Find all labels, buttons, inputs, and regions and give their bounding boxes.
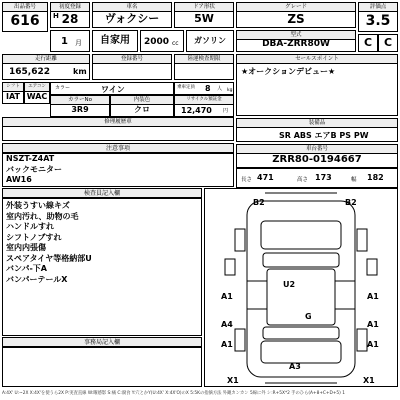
damage-diagram [204, 188, 398, 387]
int-grade-cell [358, 34, 378, 52]
name-cell [92, 2, 172, 28]
color-no-label: カラーNo [51, 96, 109, 105]
remark-item: 室内内張傷 [6, 243, 46, 252]
score-label: 評価点 [359, 3, 397, 12]
h-label: 高さ [297, 177, 309, 183]
color-cell [50, 82, 174, 95]
mileage-unit: km [73, 67, 87, 76]
recycle-value: 12,470 [181, 106, 212, 115]
right-mirror [367, 259, 377, 275]
w-label: 幅 [351, 177, 357, 183]
roof-panel [267, 269, 335, 325]
fuel-value: ガソリン [194, 36, 226, 45]
notes-lines [3, 154, 233, 186]
remarks-list [3, 199, 201, 285]
bonnet-panel [261, 221, 341, 249]
sales-point-text: ★オークションデビュー★ [241, 67, 336, 76]
grade-cell [236, 2, 356, 28]
car-body-outline [247, 201, 355, 377]
chassis-cell [236, 144, 398, 168]
remark-item: スペアタイヤ等格納部U [6, 253, 92, 263]
use-value: 自家用 [100, 35, 130, 46]
legend-footer: A:4X' U:~2X X:4X'を使うら2X P:実査直線 W:曜感影 S:痛 C:腐食 Y:穴とかY(U:4X' X:4X'O)のX 5:5Kの指摘方法 外観カンカン 5線に外 シ:R+5X*2 手のひら(A+8+C+D+5) 1 [2, 391, 345, 396]
remark-item: シフトノブすれ [6, 232, 62, 242]
damage-code: B2 [345, 198, 357, 207]
cc-value: 2000 [144, 37, 170, 47]
windscreen [263, 253, 339, 267]
office-box [2, 347, 202, 387]
damage-code: X1 [227, 376, 239, 385]
notes-box [2, 153, 234, 187]
shift-cell [2, 82, 24, 104]
year-era: H [53, 12, 59, 20]
equipment-value: SR ABS エアB PS PW [279, 131, 369, 140]
passengers-value: 8 [205, 84, 211, 93]
int-grade: C [363, 36, 373, 49]
mileage-label: 走行距離 [3, 55, 89, 64]
chassis-title: 車台番号 [237, 145, 397, 154]
recycle-label: リサイクル預託金 [175, 96, 233, 105]
shift-value: IAT [5, 92, 20, 101]
color-label: カラー [55, 85, 71, 91]
model-cell [236, 30, 356, 52]
repair-history-label: 修理履歴車 [3, 118, 233, 127]
inspect-cell [174, 54, 234, 80]
rear-window [263, 327, 339, 339]
mileage-value: 165,622 [9, 67, 50, 77]
remark-item: バンパーテールX [6, 274, 68, 284]
damage-code: A1 [221, 340, 233, 349]
month-value: 1 [61, 36, 68, 47]
left-mirror [225, 259, 235, 275]
lot-number: 616 [10, 13, 40, 29]
car-outline [225, 193, 377, 383]
note-line: NSZT-Z4AT [6, 154, 55, 163]
w-value: 182 [367, 173, 384, 182]
damage-code: G [305, 312, 312, 321]
damage-code: A1 [221, 292, 233, 301]
recycle-cell [174, 95, 234, 117]
fuel-cell [186, 30, 234, 52]
inspect-label: 陸運検査期限 [175, 55, 233, 64]
damage-code: X1 [363, 376, 375, 385]
ext-grade: C [383, 36, 393, 49]
sales-point-box [236, 54, 398, 116]
h-value: 173 [315, 173, 332, 182]
color-no-cell [50, 95, 110, 117]
car-name: ヴォクシー [104, 12, 160, 25]
office-title: 事務局記入欄 [2, 337, 202, 347]
grade-label: グレード [237, 3, 355, 12]
lot-cell [2, 2, 48, 32]
name-label: 車名 [93, 3, 171, 12]
passengers-label: 乗車定員 [177, 85, 195, 90]
load-unit: kg [227, 88, 233, 93]
repair-history-cell [2, 117, 234, 141]
shift-label: シフト [3, 83, 23, 92]
year-label: 初度登録 [51, 3, 89, 12]
front-right-wheel [357, 229, 367, 251]
chassis-value: ZRR80-0194667 [272, 154, 362, 165]
model-value: DBA-ZRR80W [262, 39, 330, 49]
sales-point-title: セールスポイント [237, 55, 397, 64]
equipment-title: 装備品 [237, 119, 397, 128]
door-cell [174, 2, 234, 28]
passengers-unit: 人 [217, 86, 223, 92]
ac-label: エアコン [25, 83, 49, 92]
year-value: 28 [61, 12, 79, 26]
damage-code: U2 [283, 280, 296, 289]
month-cell [50, 30, 90, 52]
ext-grade-cell [378, 34, 398, 52]
ac-cell [24, 82, 50, 104]
damage-code: A1 [367, 340, 379, 349]
month-unit: 月 [75, 39, 82, 47]
mileage-cell [2, 54, 90, 80]
year-cell [50, 2, 90, 28]
cc-unit: cc [172, 40, 179, 47]
tailgate-panel [261, 341, 341, 363]
damage-code: A1 [367, 292, 379, 301]
reg-cell [92, 54, 172, 80]
car-diagram-svg [205, 189, 397, 386]
model-label: 型式 [237, 31, 355, 40]
interior-cell [110, 95, 174, 117]
remark-item: ハンドルすれ [6, 222, 54, 231]
door-label: ドア形状 [175, 3, 233, 12]
reg-label: 登録番号 [93, 55, 171, 64]
note-line: AW16 [6, 175, 32, 184]
rear-right-wheel [357, 329, 367, 351]
score-cell [358, 2, 398, 32]
remark-item: バンパ-下A [6, 264, 47, 273]
dimension-cell [236, 168, 398, 188]
ac-value: WAC [26, 92, 48, 101]
remarks-box [2, 198, 202, 336]
interior-label: 内装色 [111, 96, 173, 105]
color-no-value: 3R9 [71, 105, 89, 114]
cc-cell [140, 30, 184, 52]
score-value: 3.5 [365, 13, 391, 29]
front-left-wheel [235, 229, 245, 251]
remarks-title: 検査員記入欄 [2, 188, 202, 198]
len-label: 長さ [241, 177, 253, 183]
remark-item: 外装うすい線キズ [6, 201, 70, 210]
remark-item: 室内汚れ、助物の毛 [6, 211, 79, 221]
grade-value: ZS [287, 12, 305, 26]
color-value: ワイン [101, 85, 125, 94]
passenger-cell [174, 82, 234, 95]
notes-title: 注意事項 [2, 143, 234, 153]
use-cell [92, 30, 138, 52]
note-line: バックモニター [6, 164, 62, 174]
lot-label: 出品番号 [3, 3, 47, 12]
interior-value: クロ [134, 105, 150, 114]
len-value: 471 [257, 173, 274, 182]
equipment-box [236, 118, 398, 142]
damage-code: B2 [253, 198, 265, 207]
damage-code: A3 [289, 362, 301, 371]
damage-code: A4 [221, 320, 233, 329]
damage-code: A1 [367, 320, 379, 329]
recycle-unit: 円 [223, 108, 229, 114]
door-value: 5W [194, 12, 214, 25]
rear-left-wheel [235, 329, 245, 351]
